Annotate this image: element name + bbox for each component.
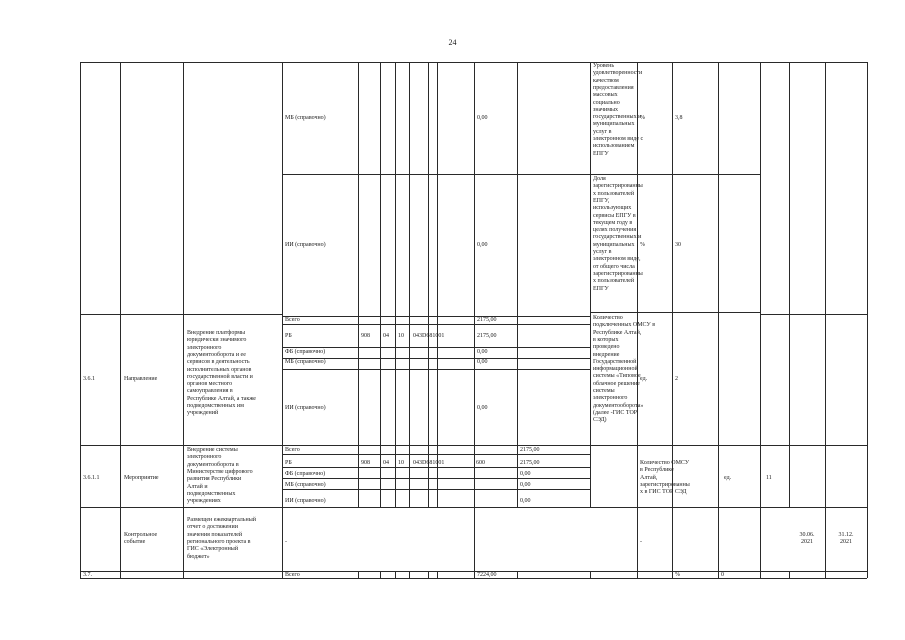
grid-line bbox=[395, 62, 396, 507]
indicator-text-line: услуг в bbox=[593, 249, 612, 255]
source-label: ФБ (справочно) bbox=[285, 349, 326, 355]
grid-line bbox=[183, 62, 184, 578]
end-date-line: 31.12. bbox=[838, 532, 854, 538]
unit-value: ед. bbox=[640, 376, 648, 382]
row-name-line: учреждениях bbox=[187, 498, 221, 505]
row-name-line: отчет о достижении bbox=[187, 524, 238, 531]
indicator-text-line: целях получения bbox=[593, 227, 637, 234]
target-value: 3,8 bbox=[675, 115, 683, 121]
indicator-text-line: х пользователей bbox=[593, 278, 635, 285]
csr-code: 043D681001 bbox=[413, 460, 445, 466]
indicator-text-line: (далее -ГИС ТОР bbox=[593, 409, 638, 416]
grid-line bbox=[80, 578, 867, 579]
grid-line bbox=[760, 62, 761, 578]
grid-line bbox=[282, 478, 590, 479]
amount-value: 0,00 bbox=[520, 498, 531, 504]
start-date-line: 2021 bbox=[801, 539, 813, 546]
row-name-line: государственной власти и bbox=[187, 373, 253, 380]
row-type-line: Контрольное bbox=[124, 532, 158, 538]
grid-line bbox=[474, 62, 475, 578]
indicator-text-line: ЕПГУ bbox=[593, 285, 609, 292]
row-number: 3.6.1 bbox=[83, 376, 95, 382]
rz-code: 04 bbox=[383, 333, 389, 339]
grid-line bbox=[718, 62, 719, 578]
grid-line bbox=[380, 571, 381, 578]
amount-value: 0,00 bbox=[477, 115, 488, 121]
indicator-text-line: Количество bbox=[593, 315, 623, 321]
row-name-line: юридически значимого bbox=[187, 337, 247, 344]
indicator-text-line: массовых bbox=[593, 92, 618, 99]
source-label: МБ (справочно) bbox=[285, 115, 326, 121]
grid-line bbox=[282, 369, 590, 370]
grid-line bbox=[80, 62, 81, 578]
indicator-text-line: СЭД) bbox=[593, 417, 607, 424]
amount-value: 0,00 bbox=[477, 349, 488, 355]
indicator-text-line: ЕПГУ, bbox=[593, 197, 610, 204]
target-value: 11 bbox=[766, 475, 772, 481]
grid-line bbox=[437, 571, 438, 578]
grid-line bbox=[760, 314, 867, 315]
grid-line bbox=[789, 571, 790, 578]
indicator-text-line: х пользователей bbox=[593, 190, 635, 197]
amount-value: 0,00 bbox=[520, 482, 531, 488]
grid-line bbox=[428, 62, 429, 507]
row-name-line: подведомственных им bbox=[187, 403, 244, 409]
row-name-line: Министерстве цифрового bbox=[187, 468, 253, 475]
grid-line bbox=[672, 62, 673, 578]
grid-line bbox=[409, 62, 410, 507]
indicator-text-line: Государственной bbox=[593, 358, 637, 365]
indicator-text-line: системы bbox=[593, 388, 615, 394]
source-label: Всего bbox=[285, 447, 300, 453]
indicator-text-line: услуг в bbox=[593, 128, 612, 135]
row-name-line: органов местного bbox=[187, 381, 233, 388]
indicator-text-line: использованием bbox=[593, 143, 635, 150]
row-number: 3.7. bbox=[83, 571, 92, 578]
amount-value: 2175,00 bbox=[477, 333, 497, 339]
indicator-text-line: Количество ОМСУ bbox=[640, 460, 690, 466]
source-label: МБ (справочно) bbox=[285, 359, 326, 365]
grid-line bbox=[80, 314, 282, 315]
grid-line bbox=[590, 312, 760, 313]
dash-placeholder: - bbox=[285, 539, 287, 545]
row-name-line: регионального проекта в bbox=[187, 538, 251, 545]
indicator-text-line: использующих bbox=[593, 205, 632, 212]
grid-line bbox=[358, 571, 359, 578]
row-type: Направление bbox=[124, 376, 158, 382]
indicator-text-line: удовлетворенности bbox=[593, 70, 643, 77]
indicator-text-line: значимых bbox=[593, 106, 619, 113]
grid-line bbox=[358, 62, 359, 507]
grid-line bbox=[517, 62, 518, 507]
grid-line bbox=[282, 489, 590, 490]
row-name-line: Внедрение системы bbox=[187, 447, 238, 453]
amount-value: 0,00 bbox=[520, 471, 531, 477]
grid-line bbox=[590, 571, 591, 578]
row-name-line: развития Республики bbox=[187, 476, 242, 483]
grid-line bbox=[282, 316, 590, 317]
grid-line bbox=[282, 358, 590, 359]
indicator-text-line: Алтай, bbox=[640, 474, 658, 481]
grid-line bbox=[120, 62, 121, 578]
indicator-text-line: текущем году в bbox=[593, 219, 633, 226]
indicator-text-line: сервисы ЕПГУ в bbox=[593, 212, 636, 219]
row-name-line: Внедрение платформы bbox=[187, 330, 246, 336]
indicator-text-line: электронном виде с bbox=[593, 136, 644, 142]
grid-line bbox=[282, 174, 760, 175]
end-date-line: 2021 bbox=[840, 539, 852, 546]
row-name-line: подведомственных bbox=[187, 490, 236, 497]
target-value: 2 bbox=[675, 376, 678, 382]
indicator-text-line: зарегистрированны bbox=[593, 183, 643, 190]
source-label: ФБ (справочно) bbox=[285, 471, 326, 477]
row-name-line: Республике Алтай, а также bbox=[187, 395, 256, 402]
row-type-line: событие bbox=[124, 539, 146, 546]
row-name-line: документооборота и ее bbox=[187, 351, 246, 358]
grid-line bbox=[409, 571, 410, 578]
row-name-line: исполнительных органов bbox=[187, 366, 252, 373]
indicator-text-line: предоставления bbox=[593, 84, 634, 91]
grid-line bbox=[380, 62, 381, 507]
source-label: МБ (справочно) bbox=[285, 482, 326, 488]
grid-line bbox=[789, 62, 790, 507]
amount-value: 2175,00 bbox=[520, 447, 540, 453]
target-value: 30 bbox=[675, 242, 681, 248]
grid-line bbox=[428, 571, 429, 578]
amount-value: 2175,00 bbox=[477, 317, 497, 323]
indicator-text-line: в которых bbox=[593, 336, 619, 343]
indicator-text-line: подключенных ОМСУ в bbox=[593, 322, 656, 329]
grid-line bbox=[867, 62, 868, 578]
grid-line bbox=[825, 62, 826, 578]
indicator-text-line: облачное решение bbox=[593, 380, 640, 387]
row-name-line: сервисов в деятельность bbox=[187, 359, 250, 366]
indicator-text-line: Доля bbox=[593, 176, 606, 182]
grbs-code: 908 bbox=[361, 333, 370, 339]
source-label: РБ bbox=[285, 333, 292, 339]
indicator-text-line: государственных и bbox=[593, 234, 642, 241]
indicator-text-line: Республике Алтай, bbox=[593, 329, 642, 336]
source-label: ИИ (справочно) bbox=[285, 498, 326, 504]
indicator-text-line: социально bbox=[593, 99, 620, 106]
row-name-line: учреждений bbox=[187, 410, 219, 417]
grid-line bbox=[395, 571, 396, 578]
indicator-text-line: х в ГИС ТОР СЭД bbox=[640, 489, 687, 496]
row-name-line: значения показателей bbox=[187, 531, 243, 538]
indicator-text-line: внедрение bbox=[593, 351, 620, 358]
vr-code: 600 bbox=[476, 460, 485, 466]
unit-value: % bbox=[640, 242, 645, 248]
indicator-text-line: системы «Типовое bbox=[593, 373, 641, 380]
row-name-line: электронного bbox=[187, 454, 222, 461]
grid-line bbox=[517, 571, 518, 578]
grid-line bbox=[80, 445, 282, 446]
row-name-line: электронного bbox=[187, 344, 222, 351]
grid-line bbox=[760, 445, 867, 446]
dash-placeholder: - bbox=[640, 539, 642, 545]
indicator-text-line: электронного bbox=[593, 395, 628, 402]
row-name-line: бюджет» bbox=[187, 553, 210, 560]
indicator-text-line: ЕПГУ bbox=[593, 150, 609, 157]
indicator-text-line: документооборота» bbox=[593, 402, 644, 409]
source-label: Всего bbox=[285, 317, 300, 323]
source-label: Всего bbox=[285, 571, 300, 578]
grid-line bbox=[80, 62, 867, 63]
indicator-text-line: зарегистрированны bbox=[593, 270, 643, 277]
grid-line bbox=[282, 445, 590, 446]
indicator-text-line: зарегистрированны bbox=[640, 481, 690, 488]
row-name-line: документооборота в bbox=[187, 461, 239, 468]
pr-code: 10 bbox=[398, 460, 404, 466]
unit-value: % bbox=[675, 571, 680, 578]
unit-value: ед. bbox=[724, 475, 732, 481]
grid-line bbox=[80, 507, 867, 508]
row-number: 3.6.1.1 bbox=[83, 475, 100, 481]
grid-line bbox=[282, 324, 590, 325]
page-number: 24 bbox=[448, 38, 457, 47]
row-name-line: Размещен ежеквартальный bbox=[187, 517, 256, 523]
indicator-text-line: в Республике bbox=[640, 467, 674, 474]
amount-value: 7224,00 bbox=[477, 571, 497, 578]
amount-value: 0,00 bbox=[477, 359, 488, 365]
grid-line bbox=[590, 445, 760, 446]
indicator-text-line: муниципальных bbox=[593, 241, 635, 248]
amount-value: 0,00 bbox=[477, 405, 488, 411]
indicator-text-line: Уровень bbox=[593, 63, 615, 69]
grid-line bbox=[80, 571, 867, 572]
row-type: Мероприятие bbox=[124, 475, 159, 481]
source-label: ИИ (справочно) bbox=[285, 242, 326, 248]
indicator-text-line: государственных и bbox=[593, 114, 642, 121]
unit-value: % bbox=[640, 115, 645, 121]
rz-code: 04 bbox=[383, 460, 389, 466]
grid-line bbox=[590, 62, 591, 507]
source-label: ИИ (справочно) bbox=[285, 405, 326, 411]
row-name-line: Алтай и bbox=[187, 483, 208, 490]
grid-line bbox=[437, 62, 438, 507]
pr-code: 10 bbox=[398, 333, 404, 339]
indicator-text-line: муниципальных bbox=[593, 121, 635, 128]
csr-code: 043D681001 bbox=[413, 333, 445, 339]
source-label: РБ bbox=[285, 460, 292, 466]
indicator-text-line: информационной bbox=[593, 366, 638, 373]
indicator-text-line: качеством bbox=[593, 77, 619, 84]
target-value: 0 bbox=[721, 571, 724, 578]
row-name-line: самоуправления в bbox=[187, 388, 233, 395]
grid-line bbox=[282, 347, 590, 348]
indicator-text-line: электронном виде, bbox=[593, 256, 641, 263]
grid-line bbox=[282, 454, 590, 455]
indicator-text-line: от общего числа bbox=[593, 263, 635, 270]
indicator-text-line: проведено bbox=[593, 344, 620, 351]
grid-line bbox=[282, 62, 283, 578]
start-date-line: 30.06. bbox=[799, 532, 815, 538]
row-name-line: ГИС «Электронный bbox=[187, 546, 239, 553]
grbs-code: 908 bbox=[361, 460, 370, 466]
amount-value: 0,00 bbox=[477, 242, 488, 248]
amount-value: 2175,00 bbox=[520, 460, 540, 466]
